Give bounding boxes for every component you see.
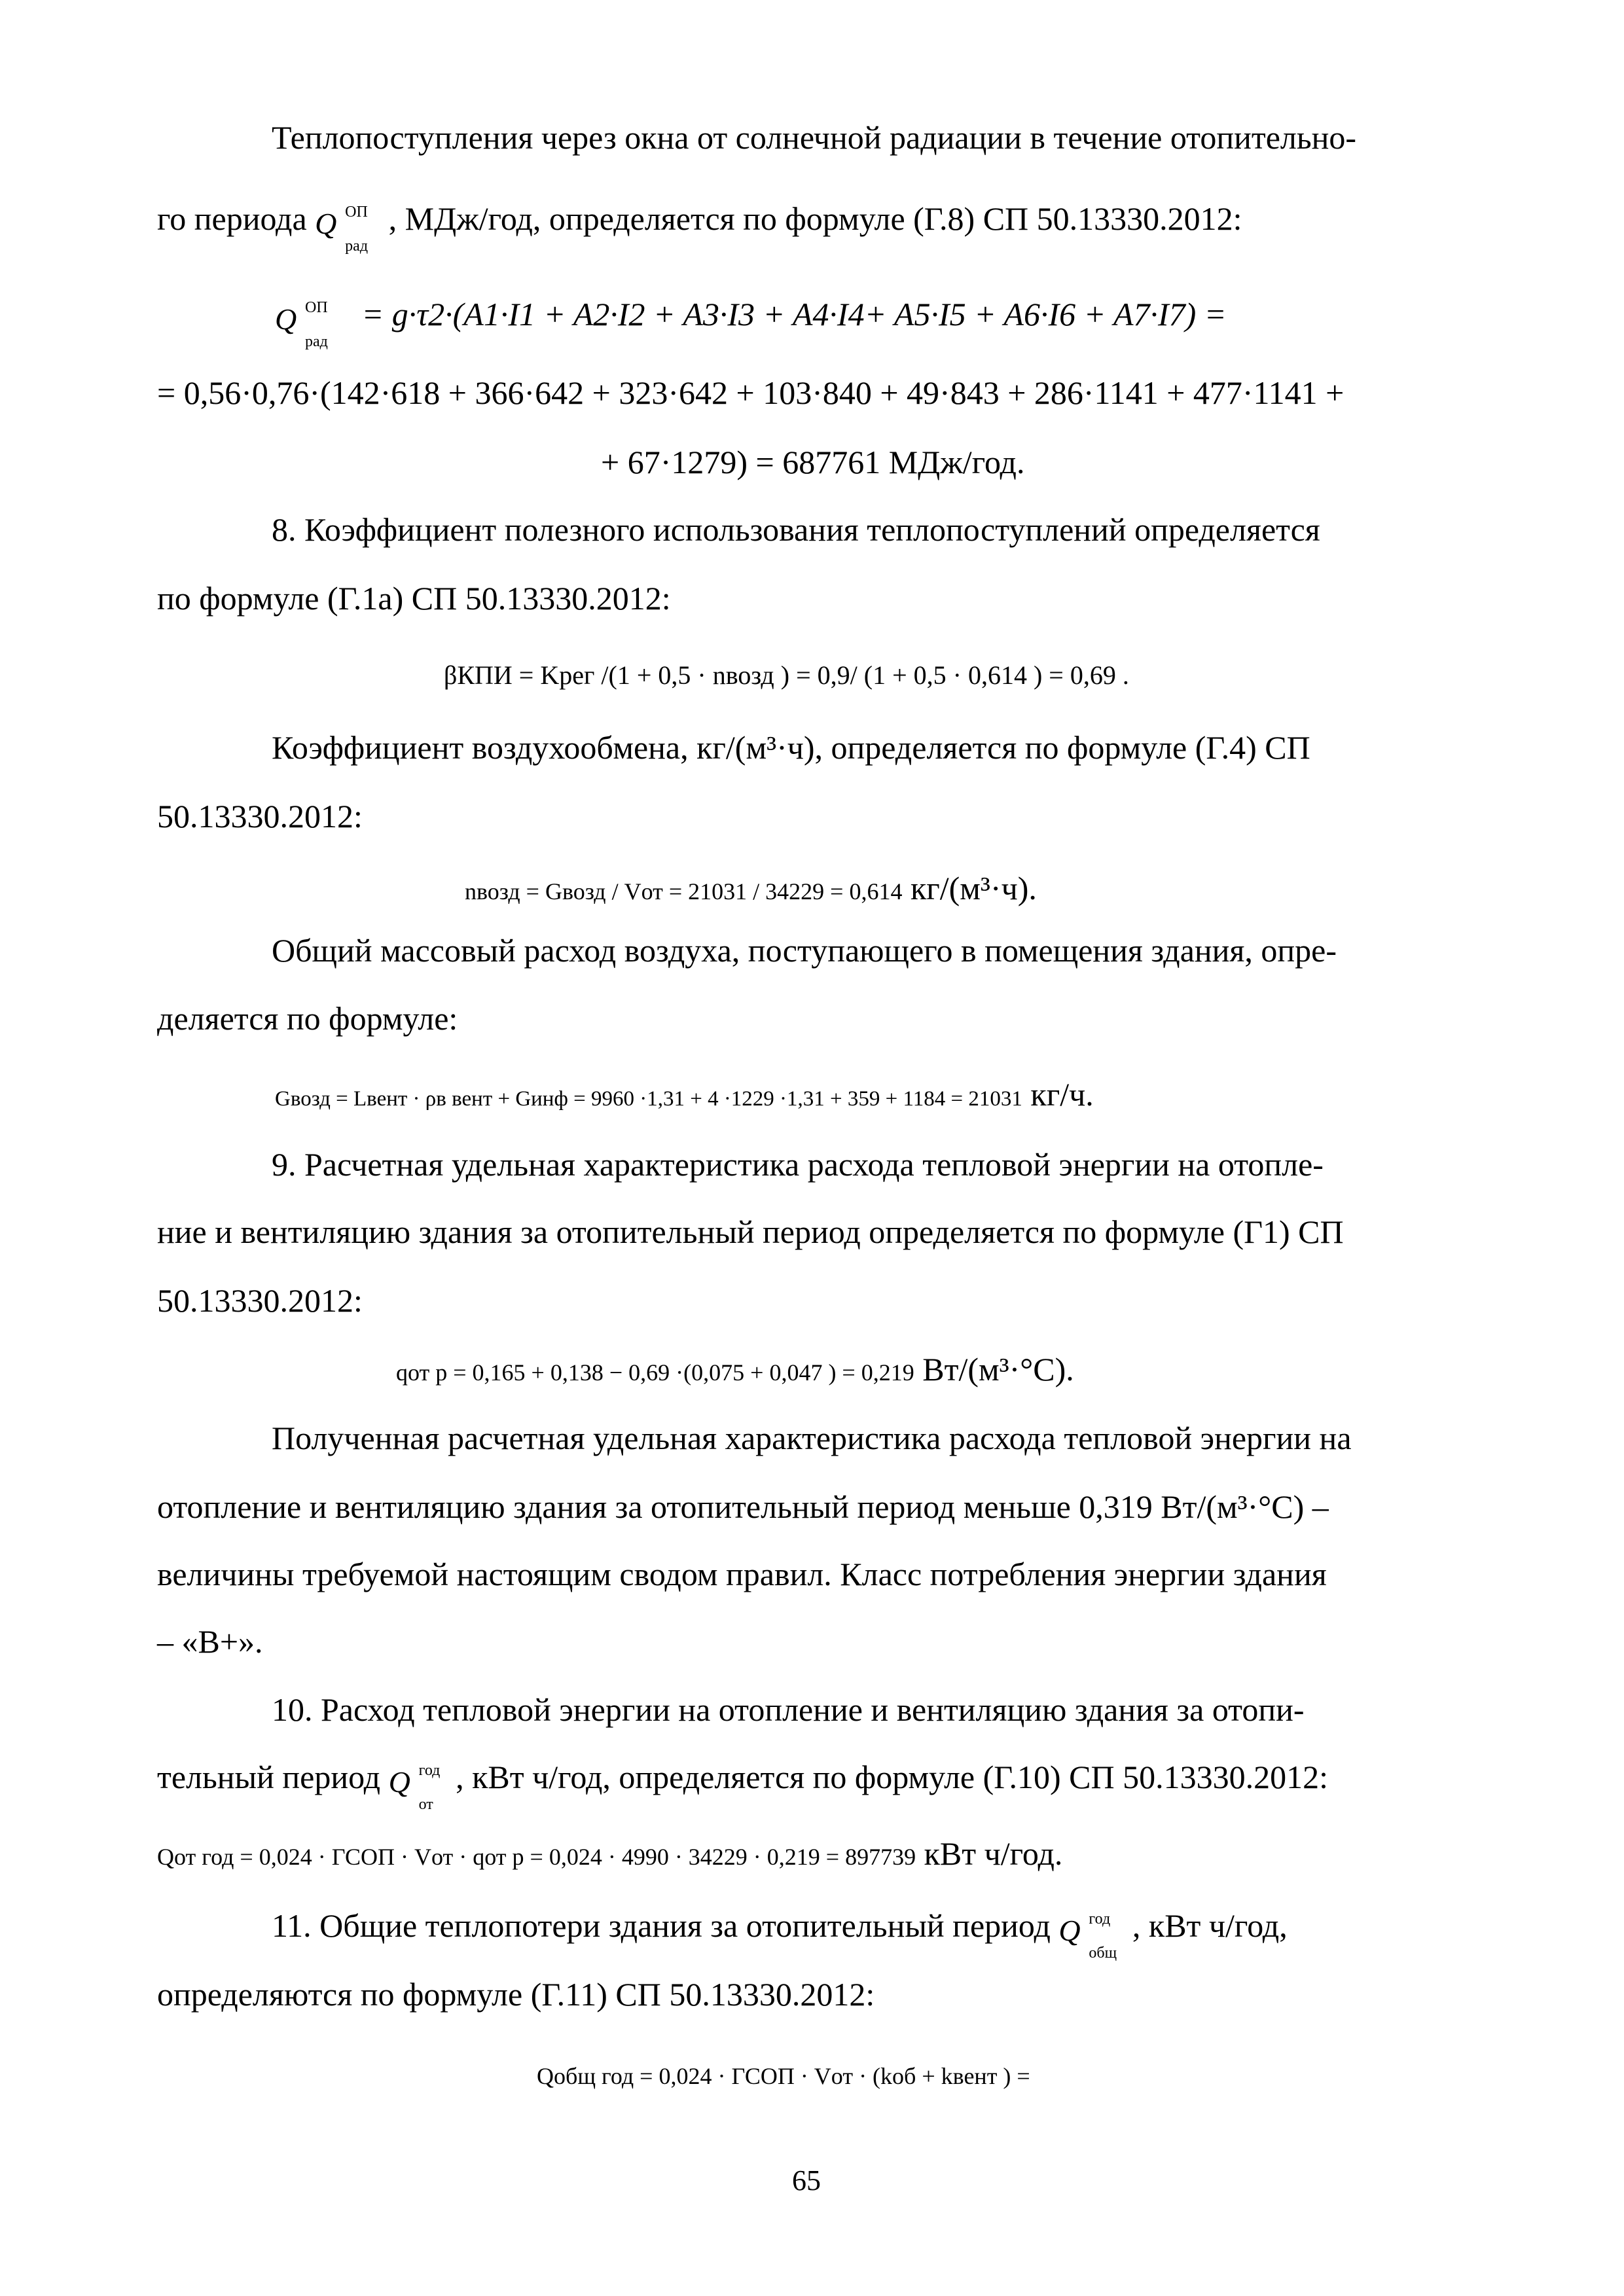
item-10-line-2: тельный период Q год от , кВт ч/год, определяется по формуле (Г.10) СП 50.13330.2012: <box>157 1759 1329 1813</box>
formula-g8-line-3: + 67·1279) = 687761 МДж/год. <box>601 444 1025 480</box>
formula-g10: Qот год = 0,024 · ГСОП · Vот · qот р = 0,024 · 4990 · 34229 · 0,219 = 897739 кВт ч/год. <box>157 1835 1063 1872</box>
air-mass-line-1: Общий массовый расход воздуха, поступающего в помещения здания, опре- <box>272 932 1337 969</box>
air-exchange-unit: кг/(м³·ч). <box>910 870 1037 906</box>
paragraph-1-line-2: го периода Q ОП рад , МДж/год, определяется по формуле (Г.8) СП 50.13330.2012: <box>157 200 1242 255</box>
page-number: 65 <box>792 2164 821 2197</box>
item-9-line-1: 9. Расчетная удельная характеристика расхода тепловой энергии на отопле- <box>272 1146 1324 1183</box>
item-11-line-1: 11. Общие теплопотери здания за отопительный период Q год общ , кВт ч/год, <box>272 1907 1288 1962</box>
item-10-line-1: 10. Расход тепловой энергии на отопление и вентиляцию здания за отопи- <box>272 1691 1305 1728</box>
q-rad-symbol: Q ОП рад <box>315 203 369 255</box>
formula-g4: nвозд = Gвозд / Vот = 21031 / 34229 = 0,614 кг/(м³·ч). <box>465 870 1037 906</box>
item-9-line-2: ние и вентиляцию здания за отопительный период определяется по формуле (Г1) СП <box>157 1213 1344 1250</box>
formula-air-mass: Gвозд = Lвент · ρв вент + Gинф = 9960 ·1,31 + 4 ·1229 ·1,31 + 359 + 1184 = 21031 кг/ч. <box>275 1076 1094 1113</box>
formula-g8-line-2: = 0,56·0,76·(142·618 + 366·642 + 323·642 + 103·840 + 49·843 + 286·1141 + 477·1141 + <box>157 374 1344 411</box>
formula-g1: qот р = 0,165 + 0,138 − 0,69 ·(0,075 + 0,047 ) = 0,219 Вт/(м³·°С). <box>396 1351 1074 1388</box>
air-exchange-line-1: Коэффициент воздухообмена, кг/(м³·ч), определяется по формуле (Г.4) СП <box>272 729 1310 766</box>
result-line-4: – «В+». <box>157 1623 263 1660</box>
result-line-3: величины требуемой настоящим сводом правил. Класс потребления энергии здания <box>157 1556 1327 1592</box>
item-8-line-2: по формуле (Г.1а) СП 50.13330.2012: <box>157 580 671 617</box>
item-11-line-2: определяются по формуле (Г.11) СП 50.13330.2012: <box>157 1976 875 2013</box>
air-exchange-line-2: 50.13330.2012: <box>157 798 363 834</box>
paragraph-1-line-1: Теплопоступления через окна от солнечной радиации в течение отопительно- <box>272 119 1357 156</box>
air-mass-line-2: деляется по формуле: <box>157 1000 458 1037</box>
item-9-unit: Вт/(м³·°С). <box>922 1351 1074 1388</box>
item-9-line-3: 50.13330.2012: <box>157 1282 363 1319</box>
formula-g11: Qобщ год = 0,024 · ГСОП · Vот · (kоб + kвент ) = <box>537 2063 1030 2089</box>
result-line-1: Полученная расчетная удельная характеристика расхода тепловой энергии на <box>272 1420 1352 1456</box>
air-mass-unit: кг/ч. <box>1030 1076 1094 1113</box>
formula-g8-line-1: Q ОП рад = g·τ2·(A1·I1 + A2·I2 + A3·I3 + A4·I4+ A5·I5 + A6·I6 + A7·I7) = <box>275 296 1227 350</box>
formula-g1a: βКПИ = Kрег /(1 + 0,5 · nвозд ) = 0,9/ (1 + 0,5 · 0,614 ) = 0,69 . <box>444 660 1129 690</box>
q-rad-lhs: Q ОП рад <box>275 298 328 350</box>
result-line-2: отопление и вентиляцию здания за отопительный период меньше 0,319 Вт/(м³·°С) – <box>157 1488 1329 1525</box>
item-10-unit: кВт ч/год. <box>924 1835 1063 1872</box>
q-ot-symbol: Q год от <box>388 1761 441 1813</box>
item-8-line-1: 8. Коэффициент полезного использования теплопоступлений определяется <box>272 511 1320 548</box>
q-obshch-symbol: Q год общ <box>1058 1910 1117 1962</box>
